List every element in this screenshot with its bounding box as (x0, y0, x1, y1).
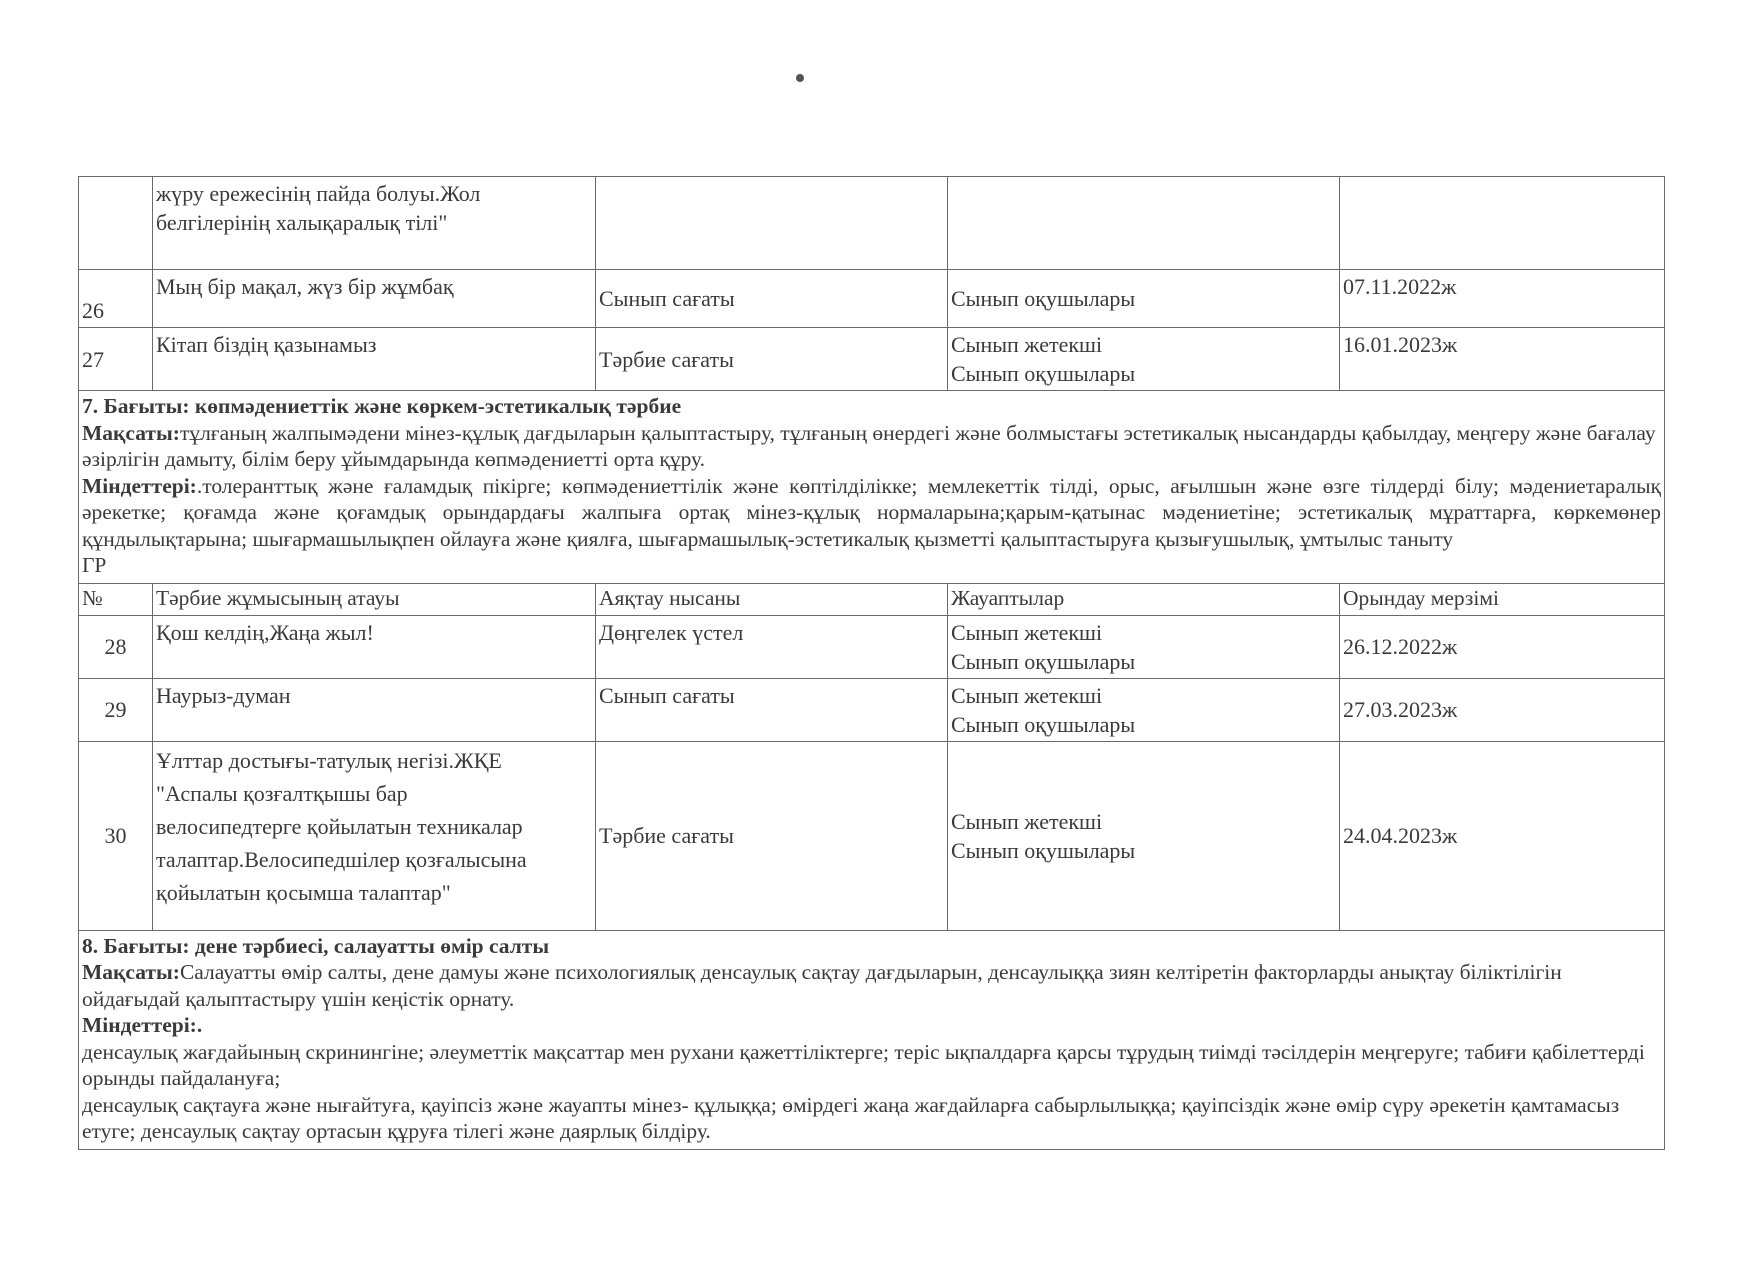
section-8-tasks-2: денсаулық сақтауға және нығайтуға, қауіпсіз және жауапты мінез- құлыққа; өмірдегі жаңа жағдайларға сабырлылыққа; қауіпсіздік және өмір сүру әрекетін қамтамасыз етуге; денсаулық сақтау ортасын құруға тілегі және даярлық білдіру. (82, 1092, 1620, 1143)
resp-line: Сынып оқушылары (951, 837, 1136, 863)
section-8-row (79, 930, 1665, 1149)
name-line: "Аспалы қозғалтқышы бар (156, 780, 408, 806)
name-line: жүру ережесінің пайда болуы.Жол (156, 181, 481, 206)
num-cell: 27 (79, 328, 153, 391)
table-row (79, 678, 1665, 741)
num-cell: 28 (79, 615, 153, 678)
num-cell: 30 (79, 741, 153, 930)
header-name: Тәрбие жұмысының атауы (153, 583, 596, 615)
header-date: Орындау мерзімі (1340, 583, 1665, 615)
section-7-cell (79, 391, 1665, 584)
section-7-goal (82, 420, 1661, 473)
tasks-label: Міндеттері:. (82, 1013, 203, 1037)
resp-cell (948, 177, 1340, 270)
name-cell: Кітап біздің қазынамыз (153, 328, 596, 391)
resp-cell (948, 678, 1340, 741)
resp-line: Сынып оқушылары (951, 361, 1136, 386)
resp-cell (948, 741, 1340, 930)
goal-text: Салауатты өмір салты, дене дамуы және психологиялық денсаулық сақтау дағдыларын, денсаулыққа зиян келтіретін факторларды анықтау біліктілігін ойдағыдай қалыптастыру үшін кеңістік орнату. (82, 960, 1562, 1011)
form-cell: Сынып сағаты (596, 678, 948, 741)
name-line: қойылатын қосымша талаптар" (156, 879, 451, 905)
section-8-cell (79, 930, 1665, 1149)
num-cell (79, 177, 153, 270)
table-header-row (79, 583, 1665, 615)
name-cell: Қош келдің,Жаңа жыл! (153, 615, 596, 678)
section-7-tasks (82, 473, 1661, 553)
resp-cell (948, 615, 1340, 678)
scan-speck (796, 74, 804, 82)
date-cell: 07.11.2022ж (1340, 270, 1665, 328)
header-form: Аяқтау нысаны (596, 583, 948, 615)
name-cell (153, 741, 596, 930)
section-8-goal (82, 959, 1661, 1012)
resp-line: Сынып жетекші (951, 808, 1103, 834)
resp-line: Сынып оқушылары (951, 711, 1136, 737)
tasks-label: Міндеттері: (82, 473, 197, 498)
date-cell: 24.04.2023ж (1340, 741, 1665, 930)
name-line: велосипедтерге қойылатын техникалар (156, 813, 523, 839)
goal-label: Мақсаты: (82, 960, 180, 984)
header-resp: Жауаптылар (948, 583, 1340, 615)
section-7-title: 7. Бағыты: көпмәдениеттік және көркем-эстетикалық тәрбие (82, 394, 682, 418)
table-row (79, 177, 1665, 270)
section-7-extra: ГР (82, 553, 107, 577)
name-cell (153, 177, 596, 270)
resp-line: Сынып жетекші (951, 619, 1103, 645)
num-cell: 26 (79, 270, 153, 328)
header-num: № (79, 583, 153, 615)
resp-line: Сынып жетекші (951, 682, 1103, 708)
plan-table (78, 176, 1665, 1150)
table-row (79, 615, 1665, 678)
section-7-row (79, 391, 1665, 584)
name-line: белгілерінің халықаралық тілі" (156, 210, 448, 235)
document-page (78, 176, 1664, 1150)
date-cell: 27.03.2023ж (1340, 678, 1665, 741)
resp-cell (948, 328, 1340, 391)
name-cell: Наурыз-думан (153, 678, 596, 741)
form-cell (596, 177, 948, 270)
table-row (79, 328, 1665, 391)
form-cell: Тәрбие сағаты (596, 741, 948, 930)
tasks-text: .толеранттық және ғаламдық пікірге; көпмәдениеттілік және көптілділікке; мемлекеттік тілді, орыс, ағылшын және өзге тілдерді білу; мәдениетаралық әрекетке; қоғамда және қоғамдық орындардағы жалпыға ортақ мінез-құлық нормаларына;қарым-қатынас мәдениетіне; эстетикалық мұраттарға, көркемөнер құндылықтарына; шығармашылықпен ойлауға және қиялға, шығармашылық-эстетикалық қызметті қалыптастыруға қызығушылық, ұмтылыс таныту (82, 473, 1661, 551)
table-row (79, 741, 1665, 930)
resp-line: Сынып оқушылары (951, 286, 1136, 311)
name-cell: Мың бір мақал, жүз бір жұмбақ (153, 270, 596, 328)
num-cell: 29 (79, 678, 153, 741)
resp-cell (948, 270, 1340, 328)
goal-label: Мақсаты: (82, 420, 180, 445)
resp-line: Сынып жетекші (951, 332, 1103, 357)
form-cell: Тәрбие сағаты (596, 328, 948, 391)
form-cell: Дөңгелек үстел (596, 615, 948, 678)
section-8-tasks-1: денсаулық жағдайының скринингіне; әлеуметтік мақсаттар мен рухани қажеттіліктерге; теріс ықпалдарға қарсы тұрудың тиімді тәсілдерін меңгеруге; табиғи қабілеттерді орынды пайдалануға; (82, 1039, 1645, 1090)
date-cell: 26.12.2022ж (1340, 615, 1665, 678)
table-row (79, 270, 1665, 328)
resp-line: Сынып оқушылары (951, 648, 1136, 674)
goal-text: тұлғаның жалпымәдени мінез-құлық дағдыларын қалыптастыру, тұлғаның өнердегі және болмыстағы эстетикалық нысандарды қабылдау, меңгеру және бағалау әзірлігін дамыту, білім беру ұйымдарында көпмәдениетті орта құру. (82, 420, 1656, 471)
name-line: талаптар.Велосипедшілер қозғалысына (156, 846, 527, 872)
date-cell: 16.01.2023ж (1340, 328, 1665, 391)
form-cell: Сынып сағаты (596, 270, 948, 328)
date-cell (1340, 177, 1665, 270)
section-8-title: 8. Бағыты: дене тәрбиесі, салауатты өмір салты (82, 933, 550, 958)
name-line: Ұлттар достығы-татулық негізі.ЖҚЕ (156, 747, 502, 773)
